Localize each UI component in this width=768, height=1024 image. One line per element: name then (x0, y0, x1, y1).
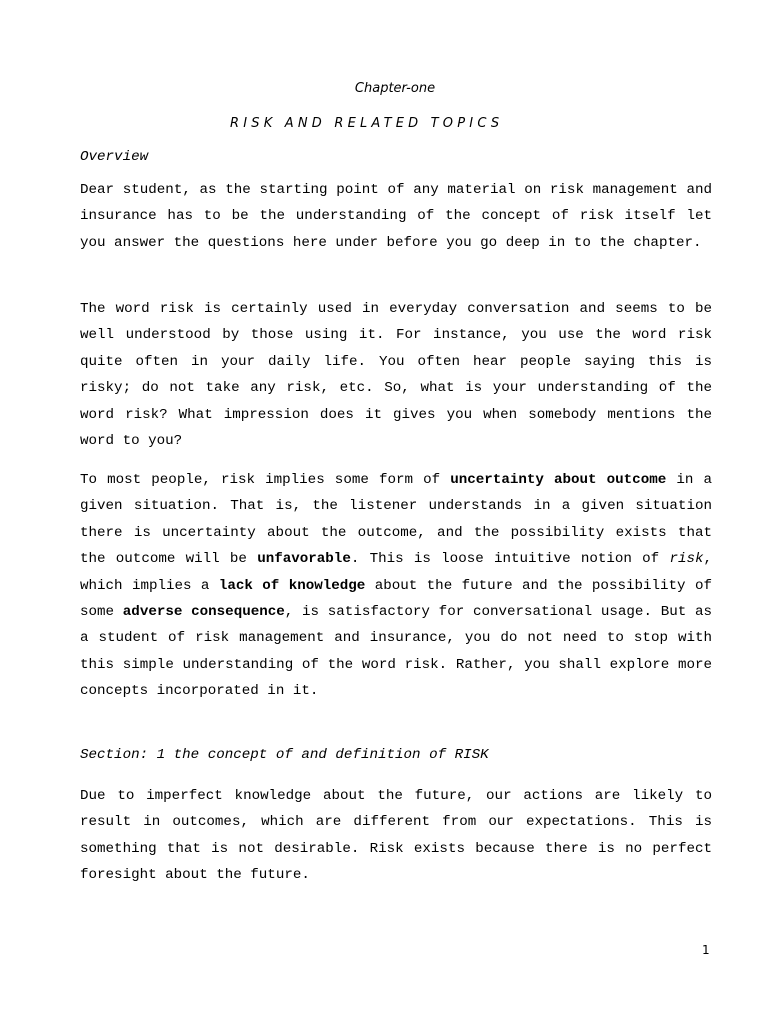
chapter-label: Chapter-one (354, 81, 436, 96)
paragraph-everyday-use-text: The word risk is certainly used in everyday conversation and seems to be well understood by those using it. For instance, you use the word risk quite often in your daily life. You often hear people saying this is risky; do not take any risk, etc. So, what is your understanding of the word risk? What impression does it gives you when somebody mentions the word to you? (80, 301, 712, 450)
bold-term-uncertainty: uncertainty about outcome (450, 472, 667, 488)
section-heading: Section: 1 the concept of and definition of RISK (80, 747, 489, 763)
page-number: 1 (702, 943, 710, 957)
text-run: . This is loose intuitive notion of (350, 551, 670, 568)
paragraph-uncertainty (80, 467, 712, 705)
chapter-title: RISK AND RELATED TOPICS (230, 116, 504, 131)
text-run: , which implies a (80, 551, 713, 594)
bold-term-unfavorable: unfavorable (257, 551, 351, 568)
paragraph-imperfect-knowledge-text: Due to imperfect knowledge about the future, our actions are likely to result in outcomes, which are different from our expectations. This is something that is not desirable. Risk exists because there is no perfect foresight about the future. (80, 788, 712, 884)
italic-term-risk: risk (669, 551, 704, 568)
paragraph-imperfect-knowledge (80, 783, 712, 889)
bold-term-adverse-consequence: adverse consequence (122, 604, 285, 621)
paragraph-everyday-use (80, 296, 712, 454)
text-run: about the future and the possibility of some (80, 577, 712, 621)
paragraph-intro (80, 177, 712, 256)
text-run: , is satisfactory for conversational usage. But as a student of risk management and insurance, you do not need to stop with this simple understanding of the word risk. Rather, you shall explore more concepts incorporated in it. (80, 604, 712, 700)
paragraph-uncertainty-text (80, 467, 712, 705)
text-run: in a given situation. That is, the listener understands in a given situation there is uncertainty about the outcome, and the possibility exists that the outcome will be (80, 472, 712, 568)
overview-heading: Overview (80, 149, 149, 165)
bold-term-lack-of-knowledge: lack of knowledge (218, 577, 366, 594)
paragraph-intro-text: Dear student, as the starting point of any material on risk management and insurance has to be the understanding of the concept of risk itself let you answer the questions here under before you go deep in to the chapter. (80, 182, 712, 251)
text-run: To most people, risk implies some form of (80, 472, 451, 488)
